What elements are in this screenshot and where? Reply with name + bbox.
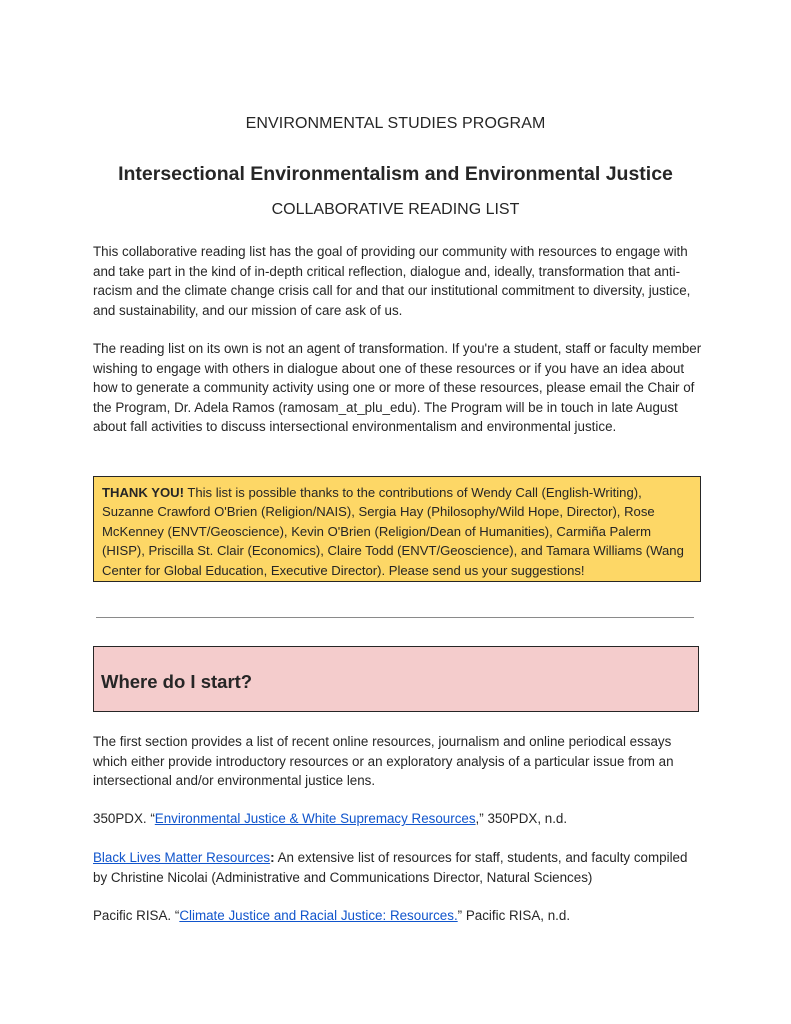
document-subtitle: COLLABORATIVE READING LIST — [271, 201, 520, 218]
document-title: Intersectional Environmentalism and Environmental Justice — [118, 163, 673, 185]
entry-prefix: Pacific RISA. “ — [93, 908, 180, 923]
intro-paragraph-1: This collaborative reading list has the goal of providing our community with resources to engage with and take part in the kind of in-depth critical reflection, dialogue and, ideally, transformation that anti-racism and the climate change crisis call for and that our institutional commitment to diversity, justice, and sustainability, and our mission of care ask of us. — [93, 244, 691, 318]
reading-list-item — [93, 848, 703, 887]
entry-suffix: ,” 350PDX, n.d. — [475, 811, 568, 826]
section-header-box — [93, 646, 699, 712]
section-title: Where do I start? — [101, 671, 253, 692]
entry-suffix: An extensive list of resources for staff, students, and faculty compiled by Christine Nicolai (Administrative and Communications Director, Natural Sciences) — [93, 850, 688, 885]
program-heading: ENVIRONMENTAL STUDIES PROGRAM — [245, 115, 546, 132]
reading-list-item — [93, 906, 703, 926]
horizontal-divider — [96, 617, 694, 618]
section-intro-paragraph: The first section provides a list of recent online resources, journalism and online periodical essays which either provide introductory resources or an exploratory analysis of a particular issue from an intersectional and/or environmental justice lens. — [93, 734, 674, 789]
entry-prefix: 350PDX. “ — [93, 811, 155, 826]
reading-list-item — [93, 809, 703, 829]
thanks-callout — [93, 476, 701, 582]
thanks-label: THANK YOU! — [102, 485, 184, 500]
thanks-text: This list is possible thanks to the contributions of Wendy Call (English-Writing), Suzanne Crawford O'Brien (Religion/NAIS), Sergia Hay (Philosophy/Wild Hope, Director), Rose McKenney (ENVT/Geoscience), Kevin O'Brien (Religion/Dean of Humanities), Carmiña Palerm (HISP), Priscilla St. Clair (Economics), Claire Todd (ENVT/Geoscience), and Tamara Williams (Wang Center for Global Education, Executive Director). Please send us your suggestions! — [102, 485, 684, 578]
resource-link[interactable]: Climate Justice and Racial Justice: Resources. — [179, 908, 458, 923]
intro-paragraph-2: The reading list on its own is not an agent of transformation. If you're a student, staff or faculty member wishing to engage with others in dialogue about one of these resources or if you have an idea about how to generate a community activity using one or more of these resources, please email the Chair of the Program, Dr. Adela Ramos (ramosam_at_plu_edu). The Program will be in touch in late August about fall activities to discuss intersectional environmentalism and environmental justice. — [93, 341, 702, 435]
entry-suffix: ” Pacific RISA, n.d. — [457, 908, 571, 923]
resource-link[interactable]: Black Lives Matter Resources — [93, 850, 271, 865]
entry-colon: : — [270, 850, 275, 865]
resource-link[interactable]: Environmental Justice & White Supremacy Resources — [154, 811, 476, 826]
